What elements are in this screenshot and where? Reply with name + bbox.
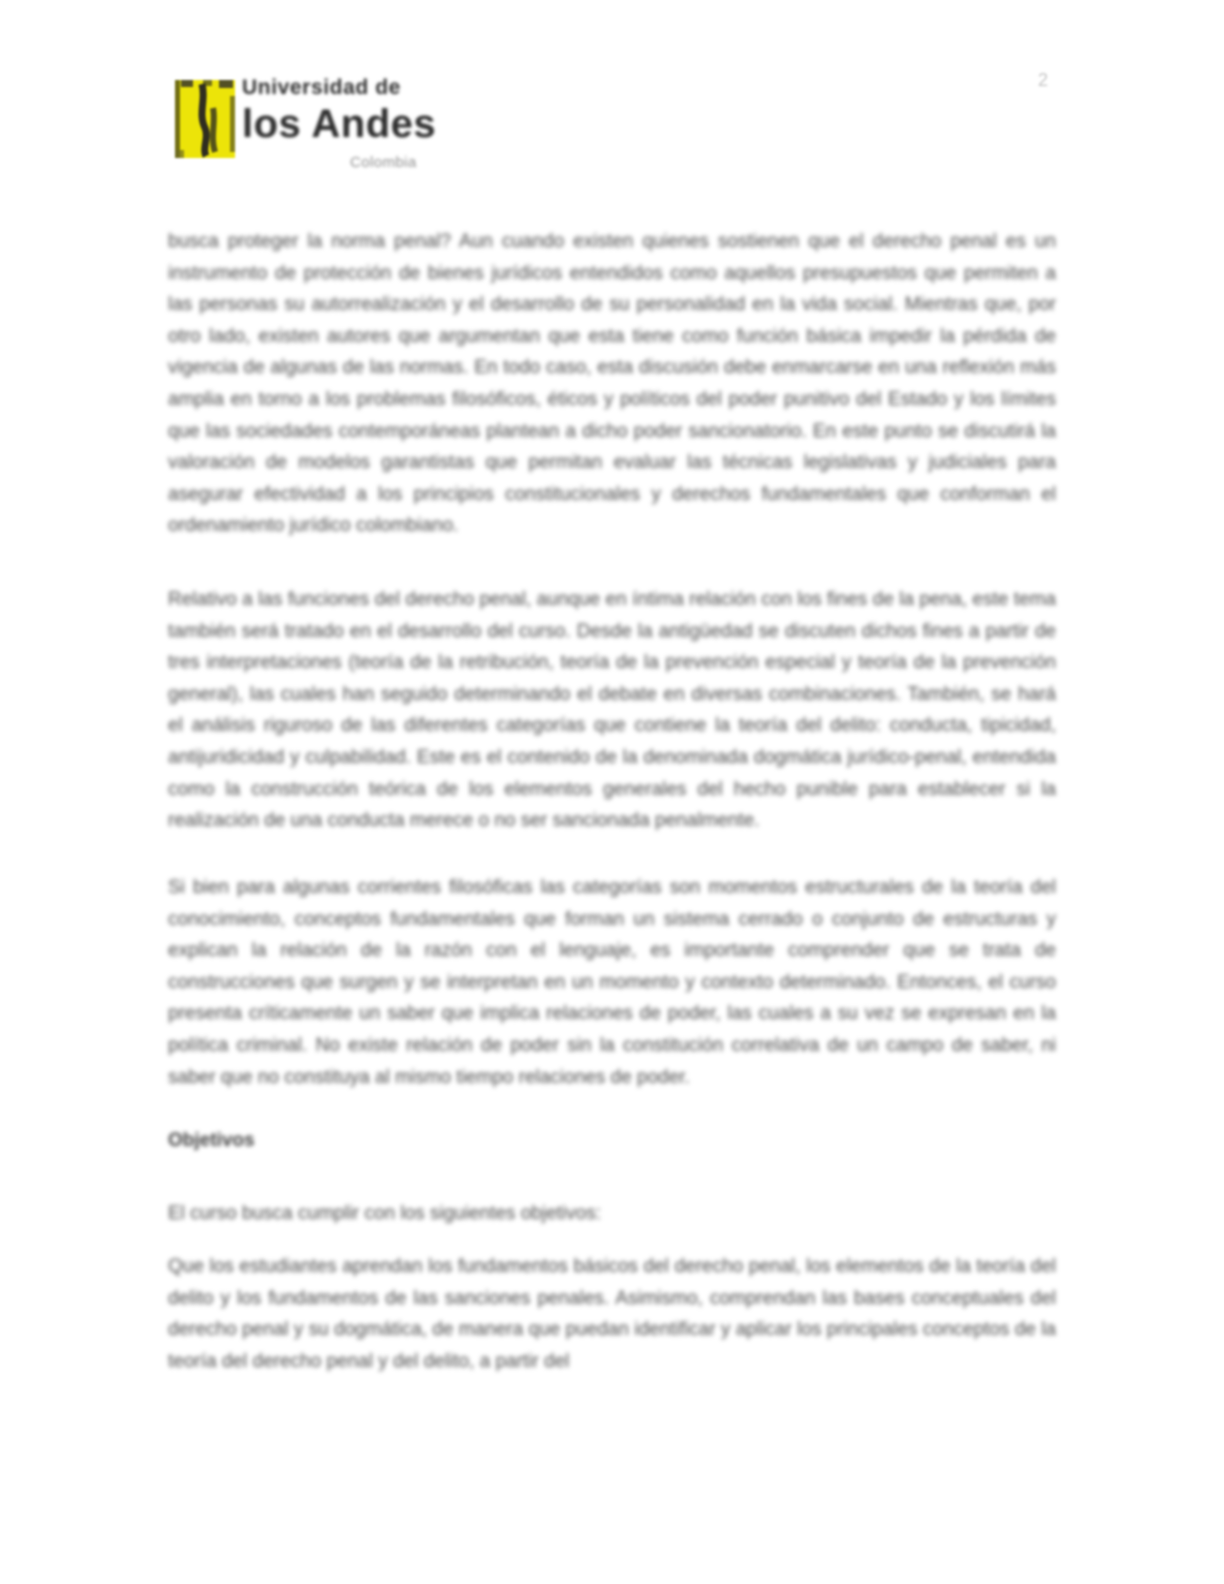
logo-country-label: Colombia — [350, 154, 417, 171]
paragraph-student-objectives: Que los estudiantes aprendan los fundamentos básicos del derecho penal, los elementos de la teoría del delito y los fundamentos de las sanciones penales. Asimismo, comprendan las bases conceptuales del derecho penal y su dogmática, de manera que puedan identificar y aplicar los principales conceptos de la teoría del derecho penal y del delito, a partir del — [168, 1256, 1056, 1372]
page-number: 2 — [1038, 70, 1049, 90]
logo-university-line1: Universidad de — [242, 76, 401, 99]
university-logo-mark-icon — [175, 80, 235, 158]
paragraph-categories-and-power: Si bien para algunas corrientes filosóficas las categorías son momentos estructurales de la teoría del conocimiento, conceptos fundamentales que forman un sistema cerrado o conjunto de estructuras y explican la relación de la razón con el lenguaje, es importante comprender que se trata de construcciones que surgen y se interpretan en un momento y contexto determinado. Entonces, el curso presenta críticamente un saber que implica relaciones de poder, las cuales a su vez se expresan en la política criminal. No existe relación de poder sin la constitución correlativa de un campo de saber, ni saber que no constituya al mismo tiempo relaciones de poder. — [168, 877, 1056, 1088]
objectives-heading: Objetivos — [168, 1130, 255, 1151]
paragraph-criminal-law-protection: busca proteger la norma penal? Aun cuando existen quienes sostienen que el derecho penal es un instrumento de protección de bienes jurídicos entendidos como aquellos presupuestos que permiten a las personas su autorrealización y el desarrollo de su personalidad en la vida social. Mientras que, por otro lado, existen autores que argumentan que esta tiene como función básica impedir la pérdida de vigencia de algunas de las normas. En todo caso, esta discusión debe enmarcarse en una reflexión más amplia en torno a los problemas filosóficos, éticos y políticos del poder punitivo del Estado y los límites que las sociedades contemporáneas plantean a dicho poder sancionatorio. En este punto se discutirá la valoración de modelos garantistas que permitan evaluar las técnicas legislativas y judiciales para asegurar efectividad a los principios constitucionales y derechos fundamentales que conforman el ordenamiento jurídico colombiano. — [168, 231, 1056, 537]
university-logo-wordmark — [242, 76, 436, 171]
paragraph-functions-and-crime-theory: Relativo a las funciones del derecho penal, aunque en íntima relación con los fines de la pena, este tema también será tratado en el desarrollo del curso. Desde la antigüedad se discuten dichos fines a partir de tres interpretaciones (teoría de la retribución, teoría de la prevención especial y teoría de la prevención general), las cuales han seguido determinando el debate en diversas combinaciones. También, se hará el análisis riguroso de las diferentes categorías que contiene la teoría del delito: conducta, tipicidad, antijuridicidad y culpabilidad. Este es el contenido de la denominada dogmática jurídico-penal, entendida como la construcción teórica de los elementos generales del hecho punible para establecer si la realización de una conducta merece o no ser sancionada penalmente. — [168, 589, 1056, 832]
logo-university-line2: los Andes — [242, 102, 437, 146]
objectives-intro-line: El curso busca cumplir con los siguientes objetivos: — [168, 1203, 601, 1224]
